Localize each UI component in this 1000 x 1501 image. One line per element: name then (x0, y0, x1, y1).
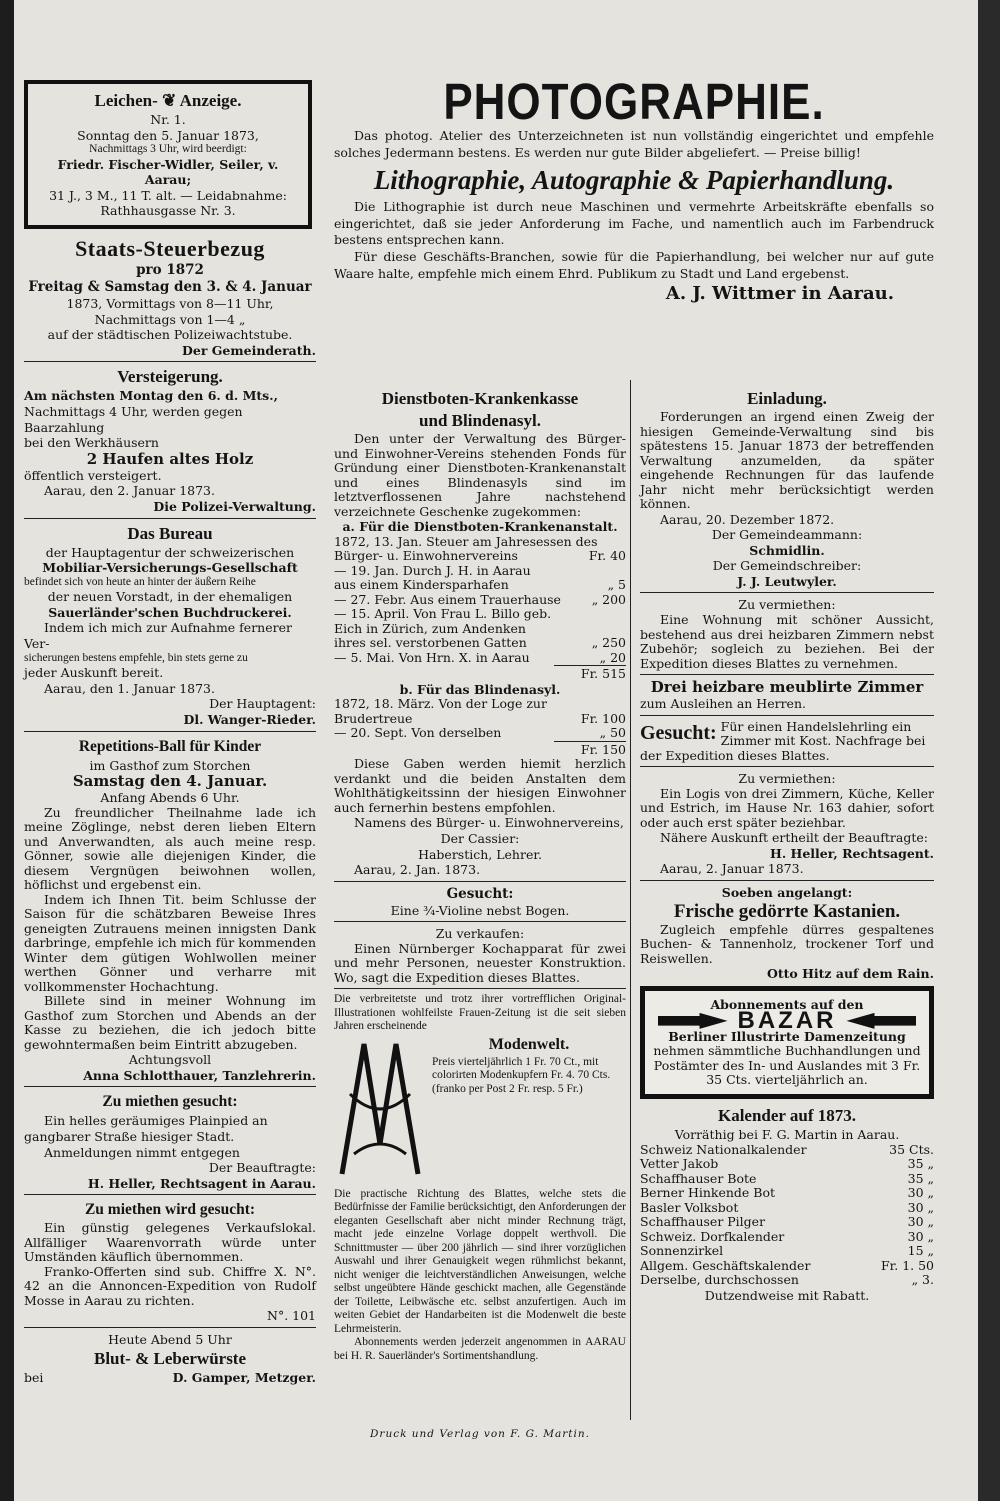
miethen1-line: Ein helles geräumiges Plainpied an (44, 1113, 268, 1129)
bureau-line: der Hauptagentur der schweizerischen (45, 544, 295, 560)
page-left-edge (0, 0, 14, 1501)
staats-line: Nachmittags von 1—4 „ (94, 311, 246, 327)
donation-row-label: aus einem Kindersparhafen (334, 577, 509, 593)
vermiethen2-line: Nähere Auskunft ertheilt der Beauftragte: (660, 830, 928, 846)
kalender-row (640, 1157, 934, 1172)
kalender-row (640, 1259, 934, 1274)
left-column (24, 80, 316, 1385)
staats-days: Freitag & Samstag den 3. & 4. Januar (28, 279, 312, 296)
bureau-line: jeder Auskunft bereit. (24, 665, 164, 681)
bazar-sub: Berliner Illustrirte Damenzeitung (668, 1028, 906, 1044)
kalender-line: Vorräthig bei F. G. Martin in Aarau. (674, 1126, 900, 1142)
bureau-title: Das Bureau (127, 523, 213, 543)
kranken-title: Dienstboten-Krankenkasse (381, 389, 579, 408)
kalender-row-value: 15 „ (907, 1243, 934, 1258)
donation-row-label: — 5. Mai. Von Hrn. X. in Aarau (334, 649, 530, 665)
donation-row (334, 549, 626, 564)
modenwelt-body (334, 1034, 626, 1188)
blut-signature-row (24, 1370, 316, 1386)
blut-signature: D. Gamper, Metzger. (172, 1369, 316, 1385)
kalender-row-label: Schaffhauser Bote (640, 1170, 757, 1186)
kalender-row-value: 35 Cts. (889, 1141, 934, 1157)
bureau-line: der neuen Vorstadt, in der ehemaligen (47, 589, 293, 605)
divider (334, 921, 626, 922)
kalender-row-value: 35 „ (907, 1170, 934, 1186)
donation-row (334, 726, 626, 741)
vermiethen2-text: Ein Logis von drei Zimmern, Küche, Keller und Estrich, im Hause Nr. 163 dahier, sofort oder auch erst später beziehbar. (640, 785, 934, 830)
modenwelt-title: Modenwelt. (488, 1035, 570, 1053)
donation-row-value: Fr. 40 (588, 548, 626, 564)
kastanien-title: Frische gedörrte Kastanien. (673, 900, 901, 922)
bureau-line: Mobiliar-Versicherungs-Gesellschaft (42, 560, 298, 576)
einladung-title: Einladung. (747, 389, 827, 408)
divider (640, 880, 934, 881)
kranken-b-list (334, 697, 626, 741)
divider (640, 715, 934, 716)
staats-signature: Der Gemeinderath. (182, 342, 316, 358)
donation-row (334, 593, 626, 608)
verst-title: Versteigerung. (117, 367, 223, 387)
kranken-line: Haberstich, Lehrer. (418, 846, 542, 862)
staats-title: Staats-Steuerbezug (75, 236, 265, 262)
divider (24, 361, 316, 362)
divider (24, 518, 316, 519)
kalender-row-label: Allgem. Geschäftskalender (640, 1257, 811, 1273)
ball-paragraph: Billete sind in meiner Wohnung im Gasthof zum Storchen und Abends an der Kasse zu beziehen, die ich jedoch bitte gewohntermaßen beim Eintritt abzugeben. (24, 993, 316, 1052)
einladung-line: Der Gemeindschreiber: (712, 558, 862, 574)
bazar-title-row (651, 1007, 923, 1035)
vermiethen2-title: Zu vermiethen: (738, 771, 836, 787)
photographie-title: PHOTOGRAPHIE. (443, 74, 825, 131)
kranken-paragraph: Den unter der Verwaltung des Bürger- und Einwohner-Vereins stehenden Fonds für Gründung einer Dienstboten-Krankenanstalt und eines Blindenasyls sind im letztverflossenen Jahre nachstehend verzeichnete Geschenke zugekommen: (334, 431, 626, 519)
kastanien-line: Soeben angelangt: (721, 885, 853, 901)
kalender-title: Kalender auf 1873. (717, 1105, 857, 1125)
kranken-line: Der Cassier: (440, 830, 520, 846)
ball-line: Achtungsvoll (128, 1052, 212, 1068)
kalender-row-value: 30 „ (907, 1228, 934, 1244)
donation-row-label: — 19. Jan. Durch J. H. in Aarau (334, 562, 531, 578)
kalender-row-value: 30 „ (907, 1199, 934, 1215)
donation-row-label: Eich in Zürich, zum Andenken (334, 620, 526, 636)
donation-row-value: „ 20 (599, 649, 626, 665)
donation-row (334, 712, 626, 727)
kalender-row-value: 35 „ (907, 1156, 934, 1171)
verst-line: 2 Haufen altes Holz (86, 449, 254, 468)
kranken-paragraph: Diese Gaben werden hiemit herzlich verdankt und die beiden Anstalten dem Wohlthätigkeitssinn der hiesigen Einwohner auch fernerhin bestens empfohlen. (334, 756, 626, 815)
kalender-list (640, 1143, 934, 1288)
kalender-row (640, 1273, 934, 1288)
leichen-date: Sonntag den 5. Januar 1873, (77, 127, 259, 143)
kastanien-text: Zugleich empfehle dürres gespaltenes Buchen- & Tannenholz, trockener Torf und Reiswellen. (640, 921, 934, 966)
modenwelt-text-block (432, 1034, 626, 1188)
donation-row (334, 578, 626, 593)
kalender-row-value: „ 3. (911, 1272, 934, 1287)
bureau-line: befindet sich von heute an hinter der äußern Reihe (24, 575, 256, 588)
miethen1-signature: H. Heller, Rechtsagent in Aarau. (87, 1175, 316, 1191)
verkaufen-text: Einen Nürnberger Kochapparat für zwei und mehr Personen, neuester Konstruktion. Wo, sagt die Expedition dieses Blattes. (334, 940, 626, 985)
verst-line: Am nächsten Montag den 6. d. Mts., (24, 388, 278, 404)
kalender-row-label: Schweiz. Dorfkalender (640, 1228, 785, 1244)
divider (24, 1086, 316, 1087)
modenwelt-paragraph: Abonnements werden jederzeit angenommen in AARAU bei H. R. Sauerländer's Sortimentshandlung. (334, 1336, 626, 1362)
violine-text: Eine ¾-Violine nebst Bogen. (390, 902, 570, 918)
bazar-box (640, 986, 934, 1099)
donation-row-value: „ 250 (591, 635, 626, 651)
verst-line: öffentlich versteigert. (24, 467, 162, 483)
page-right-edge (978, 0, 1000, 1501)
verst-line: bei den Werkhäusern (24, 435, 159, 451)
kalender-row (640, 1186, 934, 1201)
blut-title: Blut- & Leberwürste (93, 1348, 247, 1368)
kalender-row-label: Berner Hinkende Bot (640, 1185, 776, 1200)
zimmer-text: zum Ausleihen an Herren. (640, 696, 806, 712)
einladung-line: J. J. Leutwyler. (737, 573, 837, 589)
modenwelt-paragraph: Die practische Richtung des Blattes, welche stets die Bedürfnisse der Familie berücksichtigt, den Anforderungen der eleganten Gesellschaft aber nicht minder Rechnung trägt, macht jede einzelne Vorlage doppelt werthvoll. Die Schnittmuster — über 200 jährlich — sind ihrer vorzüglichen Auswahl und ihrer Genauigkeit wegen rühmlichst bekannt, nicht weniger die leichtverständlichen Anweisungen, welche selbst ungeübtere Hände geschickt machen, alle Gegenstände der Toilette, Leibwäsche etc. selbst anzufertigen. Auch im weiten Gebiet der Handarbeiten ist die Modenwelt die beste Lehrmeisterin. (334, 1187, 626, 1335)
verst-line: Aarau, den 2. Januar 1873. (44, 483, 215, 499)
kalender-row-label: Vetter Jakob (640, 1156, 719, 1171)
lithographie-paragraph: Für diese Geschäfts-Branchen, sowie für die Papierhandlung, bei welcher nur auf gute Waare halte, empfehle mich einem Ehrd. Publikum zu Stadt und Land ergebenst. (334, 248, 934, 281)
vermiethen2-line: Aarau, 2. Januar 1873. (660, 861, 804, 877)
imprint-footer: Druck und Verlag von F. G. Martin. (370, 1428, 590, 1440)
kalender-row (640, 1244, 934, 1259)
staats-line: 1873, Vormittags von 8—11 Uhr, (66, 296, 274, 312)
miethen2-title: Zu miethen wird gesucht: (84, 1201, 256, 1219)
miethen2-paragraph: Franko-Offerten sind sub. Chiffre X. N°. 42 an die Annoncen-Expedition von Rudolf Mosse in Aarau zu richten. (24, 1263, 316, 1308)
kranken-b-sum: Fr. 150 (554, 741, 626, 758)
pointing-hand-right-icon (658, 1013, 728, 1029)
bureau-line: Aarau, den 1. Januar 1873. (44, 680, 215, 696)
leichen-line: 31 J., 3 M., 11 T. alt. — Leidabnahme: (49, 187, 287, 203)
miethen1-line: gangbarer Straße hiesiger Stadt. (24, 1129, 235, 1144)
kranken-a-list (334, 535, 626, 666)
ball-paragraph: Zu freundlicher Theilnahme lade ich meine Zöglinge, nebst deren lieben Eltern und Anverwandten, als auch meine resp. Gönner, sowie alle diejenigen Kinder, die diesem Vergnügen beiwohnen wollen, höflichst und ergebenst ein. (24, 804, 316, 893)
leichen-time: Nachmittags 3 Uhr, wird beerdigt: (89, 143, 247, 156)
einladung-line: Aarau, 20. Dezember 1872. (660, 511, 835, 527)
ball-signature: Anna Schlotthauer, Tanzlehrerin. (83, 1067, 316, 1083)
blut-line: bei (24, 1369, 44, 1385)
donation-row (334, 535, 626, 550)
right-column (640, 388, 934, 1303)
leichen-nr: Nr. 1. (150, 112, 186, 127)
vermiethen1-text: Eine Wohnung mit schöner Aussicht, bestehend aus drei heizbaren Zimmern nebst Zubehör; sogleich zu beziehen. Bei der Expedition dieses Blattes zu vernehmen. (640, 612, 934, 671)
ball-title: Repetitions-Ball für Kinder (78, 737, 262, 755)
kalender-row-value: 30 „ (907, 1214, 934, 1229)
vermiethen2-signature: H. Heller, Rechtsagent. (770, 845, 934, 861)
kalender-row-label: Sonnenzirkel (640, 1243, 724, 1258)
divider (334, 988, 626, 989)
donation-row-label: — 20. Sept. Von derselben (334, 725, 502, 741)
bazar-text: nehmen sämmtliche Buchhandlungen und Postämter des In- und Auslandes mit 3 Fr. 35 Cts. vierteljährlich an. (653, 1043, 921, 1088)
ball-line: Samstag den 4. Januar. (72, 772, 268, 791)
column-divider (630, 380, 631, 1420)
miethen1-title: Zu miethen gesucht: (102, 1093, 238, 1111)
bazar-top: Abonnements auf den (710, 996, 864, 1012)
donation-row (334, 651, 626, 666)
kranken-a-heading: a. Für die Dienstboten-Krankenanstalt. (342, 519, 618, 534)
donation-row-value: Fr. 100 (580, 710, 626, 726)
kalender-row-label: Schweiz Nationalkalender (640, 1141, 807, 1157)
bureau-line: Indem ich mich zur Aufnahme fernerer Ver- (24, 620, 292, 652)
verst-signature: Die Polizei-Verwaltung. (153, 499, 316, 514)
kalender-row-value: 30 „ (907, 1185, 934, 1200)
divider (640, 592, 934, 593)
top-wide-section (334, 74, 934, 306)
ball-line: Anfang Abends 6 Uhr. (100, 790, 240, 806)
donation-row-label: ihres sel. verstorbenen Gatten (334, 635, 527, 651)
modenwelt-monogram-icon (334, 1034, 426, 1188)
kalender-row (640, 1143, 934, 1158)
divider (24, 1327, 316, 1328)
kalender-row (640, 1172, 934, 1187)
donation-row-label: — 15. April. Von Frau L. Billo geb. (334, 606, 552, 622)
miethen1-line: Anmeldungen nimmt entgegen (44, 1144, 240, 1160)
miethen1-line: Der Beauftragte: (208, 1160, 316, 1176)
kalender-row-value: Fr. 1. 50 (880, 1257, 934, 1273)
donation-row-value: „ 200 (591, 591, 626, 607)
leichen-title-right: Anzeige. (179, 91, 242, 110)
lithographie-title: Lithographie, Autographie & Papierhandlung. (373, 165, 895, 196)
donation-row (334, 564, 626, 579)
divider (24, 731, 316, 732)
einladung-paragraph: Forderungen an irgend einen Zweig der hiesigen Gemeinde-Verwaltung sind bis spätestens 15. Januar 1873 der betreffenden Verwaltung anzumelden, da später eingehende Rechnungen für das laufende Jahr nicht mehr berücksichtigt werden können. (640, 409, 934, 511)
photographie-text: Das photog. Atelier des Unterzeichneten ist nun vollständig eingerichtet und empfehle solches Jedermann bestens. Es werden nur gute Bilder abgeliefert. — Preise billig! (334, 128, 934, 160)
divider (640, 766, 934, 767)
bazar-title: BAZAR (737, 1007, 837, 1035)
donation-row-value: „ 50 (599, 725, 626, 741)
kalender-line: Dutzendweise mit Rabatt. (704, 1287, 870, 1303)
bureau-signature: Dl. Wanger-Rieder. (183, 711, 316, 727)
lithographie-paragraph: Die Lithographie ist durch neue Maschinen und vermehrte Arbeitskräfte ebenfalls so eingerichtet, daß sie jeder Anforderung im Fache, und namentlich auch im Farbendruck bestens entsprechen kann. (334, 199, 934, 248)
staats-sub: pro 1872 (136, 262, 204, 279)
gesucht-block (640, 720, 934, 764)
donation-row-label: 1872, 18. März. Von der Loge zur (334, 696, 547, 712)
wreath-icon: ❦ (162, 91, 177, 110)
pointing-hand-left-icon (846, 1013, 916, 1029)
kalender-row (640, 1201, 934, 1216)
verst-line: Nachmittags 4 Uhr, werden gegen Baarzahlung (24, 404, 243, 435)
miethen2-paragraph: Ein günstig gelegenes Verkaufslokal. Allfälliger Waarenvorrath würde unter Umständen käuflich übernommen. (24, 1220, 316, 1265)
kastanien-signature: Otto Hitz auf dem Rain. (766, 966, 934, 982)
violine-title: Gesucht: (446, 885, 514, 902)
blut-line: Heute Abend 5 Uhr (108, 1331, 232, 1347)
bureau-line: sicherungen bestens empfehle, bin stets gerne zu (24, 651, 248, 664)
wittmer-signature: A. J. Wittmer in Aarau. (665, 283, 894, 305)
ball-paragraph: Indem ich Ihnen Tit. beim Schlusse der Saison für die schätzbaren Beweise Ihres geneigten Zutrauens meinen innigsten Dank darbringe, empfehle ich mich für kommenden Winter dem gütigen Wohlwollen meiner werthen Gönner und verharre mit vollkommenster Hochachtung. (24, 891, 316, 994)
kranken-title2: und Blindenasyl. (419, 411, 541, 430)
gesucht-title: Gesucht: (640, 721, 717, 744)
verkaufen-title: Zu verkaufen: (435, 926, 525, 942)
donation-row (334, 607, 626, 622)
kranken-line: Namens des Bürger- u. Einwohnervereins, (354, 815, 624, 831)
kalender-row-label: Schaffhauser Pilger (640, 1214, 766, 1229)
kalender-row (640, 1230, 934, 1245)
miethen2-number: N°. 101 (267, 1308, 316, 1324)
leichen-line: Rathhausgasse Nr. 3. (100, 203, 236, 219)
leichen-line: Friedr. Fischer-Widler, Seiler, v. Aarau; (57, 156, 279, 188)
bureau-line: Sauerländer'schen Buchdruckerei. (48, 604, 292, 620)
kranken-line: Aarau, 2. Jan. 1873. (354, 862, 481, 878)
donation-row-label: — 27. Febr. Aus einem Trauerhause (334, 591, 561, 607)
kalender-row-label: Derselbe, durchschossen (640, 1272, 799, 1287)
leichen-anzeige-box (24, 80, 312, 229)
einladung-line: Schmidlin. (749, 542, 825, 558)
kalender-row-label: Basler Volksbot (640, 1199, 739, 1215)
ball-line: im Gasthof zum Storchen (89, 757, 251, 773)
kranken-b-heading: b. Für das Blindenasyl. (399, 681, 561, 697)
divider (24, 1194, 316, 1195)
donation-row (334, 636, 626, 651)
gesucht-text: Für einen Handelslehrling ein Zimmer mit Kost. Nachfrage bei der Expedition dieses Blattes. (640, 718, 926, 763)
donation-row (334, 697, 626, 712)
modenwelt-intro: Die verbreitetste und trotz ihrer vortrefflichen Original-Illustrationen wohlfeilste Frauen-Zeitung ist die seit sieben Jahren erscheinende (334, 993, 626, 1033)
modenwelt-price: Preis vierteljährlich 1 Fr. 70 Ct., mit colorirten Modenkupfern Fr. 4. 70 Cts. (franko per Post 2 Fr. resp. 5 Fr.) (432, 1055, 611, 1095)
staats-line: auf der städtischen Polizeiwachtstube. (47, 327, 293, 343)
leichen-title-left: Leichen- (94, 91, 158, 110)
leichen-title (36, 90, 300, 112)
vermiethen1-title: Zu vermiethen: (738, 597, 836, 613)
bureau-line: Der Hauptagent: (209, 696, 316, 712)
donation-row-label: 1872, 13. Jan. Steuer am Jahresessen des (334, 533, 598, 549)
einladung-line: Der Gemeindeammann: (711, 527, 863, 543)
donation-row-label: Brudertreue (334, 710, 413, 726)
zimmer-title: Drei heizbare meublirte Zimmer (650, 678, 924, 697)
donation-row (334, 622, 626, 637)
donation-row-value: „ 5 (607, 577, 626, 593)
kalender-row (640, 1215, 934, 1230)
divider (334, 881, 626, 882)
divider (640, 674, 934, 675)
middle-column (334, 388, 626, 1363)
donation-row-label: Bürger- u. Einwohnervereins (334, 548, 518, 564)
kranken-a-sum: Fr. 515 (554, 665, 626, 682)
